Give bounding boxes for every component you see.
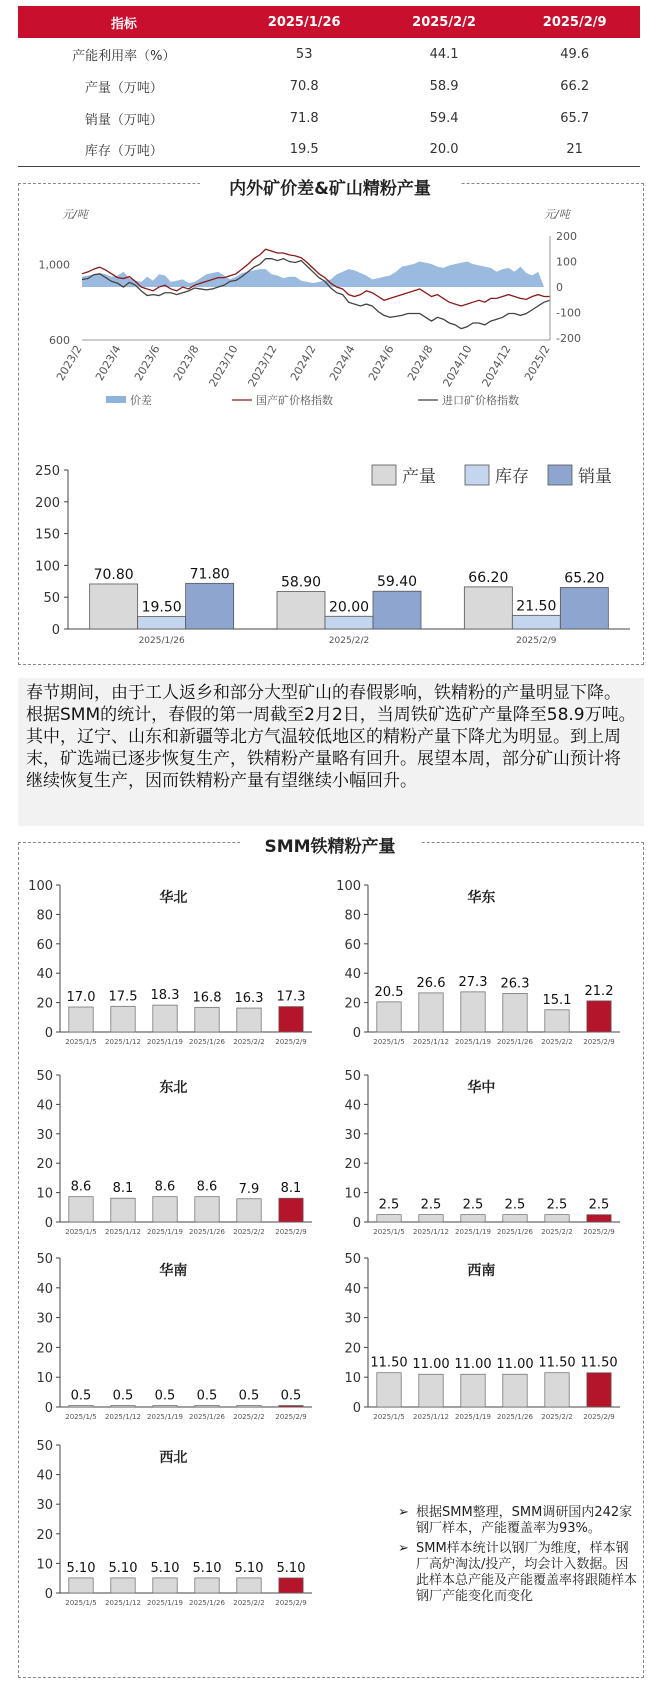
bar-value-label: 2.5: [378, 1197, 400, 1213]
notes-list: [398, 1505, 638, 1609]
category-label: 2025/1/26: [189, 1413, 225, 1421]
y-tick-label: 0: [44, 1587, 53, 1602]
legend-swatch: [372, 465, 396, 485]
region-bar: [545, 1215, 569, 1222]
legend-label: 产量: [402, 467, 436, 487]
bar-value-label: 2.5: [462, 1197, 484, 1213]
y-tick-label: 20: [36, 1527, 53, 1543]
category-label: 2025/2/2: [541, 1228, 573, 1236]
bar-value-label: 0.5: [238, 1388, 260, 1404]
y-tick-label: 200: [35, 495, 60, 511]
category-label: 2025/1/12: [413, 1038, 449, 1046]
legend-label: 国产矿价格指数: [256, 394, 333, 407]
y-tick-label: 50: [344, 1069, 361, 1084]
region-bar: [195, 1007, 219, 1032]
region-bar: [279, 1406, 303, 1407]
category-label: 2025/1/12: [413, 1228, 449, 1236]
y-tick-label: 20: [36, 1341, 53, 1357]
category-label: 2025/1/19: [455, 1228, 491, 1236]
region-bar: [153, 1197, 177, 1222]
bar-value-label: 20.00: [328, 599, 370, 616]
category-label: 2025/2/9: [583, 1228, 615, 1236]
table-row: [18, 38, 640, 70]
bar-value-label: 5.10: [234, 1560, 264, 1576]
table-cell: 产量（万吨）: [84, 80, 163, 96]
table-cell: 49.6: [560, 46, 590, 62]
summary-table: [18, 6, 640, 167]
y-tick-label: 30: [344, 1127, 361, 1143]
region-bar: [111, 1006, 135, 1032]
category-label: 2025/2/2: [541, 1038, 573, 1046]
region-bar: [237, 1199, 261, 1222]
legend-swatch-spread: [106, 396, 126, 403]
bar-value-label: 5.10: [276, 1560, 306, 1576]
region-chart-4: [36, 1252, 312, 1421]
bar-value-label: 8.6: [70, 1179, 92, 1195]
region-bar: [69, 1406, 93, 1407]
category-label: 2025/2/2: [233, 1038, 265, 1046]
bar-value-label: 0.5: [280, 1388, 302, 1404]
bar-value-label: 11.50: [580, 1355, 618, 1371]
legend-swatch: [548, 465, 572, 485]
region-bar: [461, 992, 485, 1032]
category-label: 2025/1/26: [189, 1038, 225, 1046]
category-label: 2025/1/5: [65, 1413, 97, 1421]
y-tick-label: 80: [36, 908, 53, 924]
region-name: 华南: [159, 1263, 188, 1279]
table-cell: 19.5: [230, 134, 379, 166]
region-bar: [195, 1578, 219, 1593]
table-cell: 20.0: [379, 134, 510, 166]
commentary-paragraph: 春节期间，由于工人返乡和部分大型矿山的春假影响，铁精粉的产量明显下降。根据SMM的统计，春假的第一周截至2月2日，当周铁矿选矿产量降至58.9万吨。其中，辽宁、山东和新疆等北方气温较低地区的精粉产量下降尤为明显。到上周末，矿选端已逐步恢复生产，铁精粉产量略有回升。展望本周，部分矿山预计将继续恢复生产，因而铁精粉产量有望继续小幅回升。: [18, 678, 644, 826]
bar-产量: [464, 587, 512, 629]
y-tick-label: 20: [344, 996, 361, 1012]
y-tick-label: 40: [344, 1098, 361, 1114]
bar-value-label: 66.20: [468, 569, 509, 586]
region-bar: [587, 1215, 611, 1222]
category-label: 2025/1/26: [497, 1038, 533, 1046]
bar-value-label: 26.3: [500, 976, 530, 992]
region-bar: [279, 1578, 303, 1593]
region-bar: [195, 1406, 219, 1407]
category-label: 2025/1/5: [373, 1413, 405, 1421]
x-tick-label: 2025/2: [521, 343, 553, 384]
category-label: 2025/1/5: [65, 1228, 97, 1236]
bar-value-label: 2.5: [588, 1197, 610, 1213]
legend-swatch: [465, 465, 489, 485]
right-tick-label: 0: [556, 281, 563, 294]
bar-产量: [277, 592, 325, 629]
bar-value-label: 26.6: [416, 975, 446, 991]
category-label: 2025/1/19: [147, 1599, 183, 1607]
y-tick-label: 250: [35, 464, 60, 479]
bar-value-label: 7.9: [238, 1181, 260, 1197]
region-bar: [377, 1215, 401, 1222]
bar-value-label: 8.1: [280, 1181, 302, 1197]
table-cell: 44.1: [429, 46, 459, 62]
category-label: 2025/1/5: [65, 1038, 97, 1046]
category-label: 2025/1/12: [413, 1413, 449, 1421]
bar-value-label: 8.6: [196, 1179, 218, 1195]
category-label: 2025/1/12: [105, 1038, 141, 1046]
y-tick-label: 40: [344, 967, 361, 983]
region-bar: [237, 1578, 261, 1593]
region-name: 华东: [467, 890, 496, 906]
region-bar: [503, 1374, 527, 1407]
region-bar: [545, 1373, 569, 1407]
x-tick-label: 2023/4: [92, 343, 124, 384]
region-chart-1: [336, 879, 620, 1046]
y-tick-label: 10: [36, 1371, 53, 1387]
table-cell: 58.9: [429, 78, 459, 94]
region-bar: [377, 1373, 401, 1407]
category-label: 2025/2/2: [328, 636, 370, 646]
y-tick-label: 30: [36, 1127, 53, 1143]
table-row: [18, 70, 640, 102]
region-bar: [377, 1002, 401, 1032]
x-tick-label: 2023/8: [170, 343, 202, 384]
table-header-row: [18, 6, 640, 38]
category-label: 2025/1/5: [65, 1599, 97, 1607]
region-bar: [237, 1008, 261, 1032]
y-tick-label: 30: [344, 1311, 361, 1327]
category-label: 2025/1/19: [455, 1413, 491, 1421]
region-bar: [153, 1005, 177, 1032]
bar-value-label: 58.90: [280, 574, 322, 591]
region-bar: [461, 1215, 485, 1222]
category-label: 2025/1/5: [373, 1038, 405, 1046]
y-tick-label: 100: [28, 879, 53, 894]
category-label: 2025/1/5: [373, 1228, 405, 1236]
bar-value-label: 21.2: [584, 983, 614, 999]
bar-value-label: 5.10: [150, 1560, 180, 1576]
legend-label: 价差: [130, 394, 152, 407]
region-bar: [419, 1215, 443, 1222]
y-tick-label: 150: [35, 527, 60, 543]
y-tick-label: 50: [36, 1069, 53, 1084]
bar-value-label: 70.80: [93, 566, 134, 583]
bar-value-label: 0.5: [196, 1388, 218, 1404]
y-tick-label: 20: [344, 1341, 361, 1357]
x-tick-label: 2024/8: [404, 343, 436, 384]
category-label: 2025/1/19: [147, 1413, 183, 1421]
x-tick-label: 2024/4: [326, 343, 358, 384]
y-tick-label: 40: [36, 1468, 53, 1484]
table-cell: 66.2: [560, 78, 590, 94]
region-bar: [195, 1197, 219, 1222]
region-name: 西南: [467, 1263, 496, 1279]
region-bar: [279, 1007, 303, 1032]
y-tick-label: 0: [44, 1026, 53, 1041]
y-tick-label: 10: [344, 1371, 361, 1387]
bar-value-label: 11.50: [370, 1355, 408, 1371]
bar-value-label: 19.50: [141, 599, 182, 616]
bar-销量: [186, 583, 234, 629]
y-tick-label: 20: [36, 996, 53, 1012]
category-label: 2025/2/9: [583, 1038, 615, 1046]
region-bar: [69, 1578, 93, 1593]
category-label: 2025/1/26: [497, 1228, 533, 1236]
note-item: ➢ 根据SMM整理，SMM调研国内242家钢厂样本，产能覆盖率为93%。: [398, 1505, 638, 1537]
region-name: 华北: [159, 890, 188, 906]
y-tick-label: 0: [352, 1216, 361, 1231]
left-unit-label: 元/吨: [62, 208, 88, 221]
bar-value-label: 11.00: [412, 1357, 450, 1373]
y-tick-label: 20: [344, 1157, 361, 1173]
left-tick-label: 600: [49, 334, 70, 347]
bar-value-label: 0.5: [154, 1388, 176, 1404]
price-spread-line-chart: [20, 200, 640, 450]
category-label: 2025/2/2: [233, 1228, 265, 1236]
y-tick-label: 50: [36, 1252, 53, 1267]
region-chart-5: [344, 1252, 620, 1421]
category-label: 2025/2/2: [541, 1413, 573, 1421]
y-tick-label: 40: [36, 1098, 53, 1114]
bar-value-label: 21.50: [516, 598, 557, 615]
table-cell: 销量（万吨）: [84, 112, 163, 128]
region-chart-6: [36, 1439, 312, 1607]
y-tick-label: 40: [344, 1281, 361, 1297]
y-tick-label: 10: [36, 1186, 53, 1202]
region-bar: [237, 1406, 261, 1407]
x-tick-label: 2024/2: [287, 343, 319, 384]
y-tick-label: 10: [36, 1557, 53, 1573]
y-tick-label: 20: [36, 1157, 53, 1173]
bar-value-label: 8.6: [154, 1179, 176, 1195]
left-tick-label: 1,000: [38, 258, 70, 272]
right-tick-label: -200: [556, 332, 581, 345]
bar-value-label: 20.5: [374, 984, 404, 1000]
category-label: 2025/1/26: [189, 1228, 225, 1236]
bar-产量: [90, 584, 138, 629]
legend-label: 库存: [495, 467, 529, 487]
bar-value-label: 17.3: [276, 989, 306, 1005]
category-label: 2025/1/12: [105, 1413, 141, 1421]
bar-value-label: 16.3: [234, 991, 264, 1007]
region-bar: [69, 1007, 93, 1032]
y-tick-label: 0: [352, 1401, 361, 1416]
category-label: 2025/1/19: [147, 1228, 183, 1236]
region-bar: [461, 1374, 485, 1407]
bar-value-label: 71.80: [189, 566, 230, 583]
x-tick-label: 2024/12: [479, 343, 514, 390]
legend-label: 销量: [578, 467, 612, 487]
y-tick-label: 60: [36, 937, 53, 953]
category-label: 2025/1/26: [189, 1599, 225, 1607]
category-label: 2025/1/12: [105, 1599, 141, 1607]
region-name: 西北: [159, 1450, 188, 1466]
y-tick-label: 0: [44, 1401, 53, 1416]
bar-库存: [325, 616, 373, 629]
region-bar: [587, 1373, 611, 1407]
category-label: 2025/1/26: [138, 636, 185, 646]
bar-value-label: 5.10: [66, 1560, 96, 1576]
region-name: 东北: [159, 1080, 188, 1096]
bar-value-label: 11.50: [538, 1355, 576, 1371]
output-inventory-sales-bar-chart: [20, 455, 640, 660]
bar-value-label: 17.0: [66, 990, 96, 1006]
region-bar: [419, 993, 443, 1032]
region-chart-2: [36, 1069, 312, 1236]
bar-value-label: 0.5: [112, 1388, 134, 1404]
y-tick-label: 100: [336, 879, 361, 894]
x-tick-label: 2023/12: [245, 343, 280, 390]
bar-value-label: 11.00: [496, 1357, 534, 1373]
y-tick-label: 50: [344, 1252, 361, 1267]
bar-销量: [560, 588, 608, 629]
x-tick-label: 2024/10: [440, 343, 475, 390]
bar-value-label: 18.3: [150, 988, 180, 1004]
region-bar: [503, 1215, 527, 1222]
y-tick-label: 100: [35, 559, 60, 575]
region-chart-0: [28, 879, 312, 1046]
note-item: ➢ SMM样本统计以钢厂为维度，样本钢厂高炉淘汰/投产，均会计入数据。因此样本总产能及产能覆盖率将跟随样本钢厂产能变化而变化: [398, 1541, 638, 1605]
category-label: 2025/1/19: [147, 1038, 183, 1046]
bar-库存: [512, 615, 560, 629]
table-cell: 53: [295, 46, 313, 62]
table-cell: 70.8: [289, 78, 319, 94]
region-bar: [587, 1001, 611, 1032]
region-bar: [153, 1578, 177, 1593]
bar-value-label: 0.5: [70, 1388, 92, 1404]
category-label: 2025/1/19: [455, 1038, 491, 1046]
category-label: 2025/2/9: [583, 1413, 615, 1421]
table-cell: 59.4: [429, 110, 459, 126]
table-header-cell: 2025/1/26: [230, 6, 379, 38]
y-tick-label: 50: [36, 1439, 53, 1454]
category-label: 2025/2/2: [233, 1599, 265, 1607]
region-chart-3: [344, 1069, 620, 1236]
category-label: 2025/2/9: [275, 1038, 307, 1046]
bar-value-label: 11.00: [454, 1357, 492, 1373]
table-header-cell: 指标: [18, 6, 230, 38]
y-tick-label: 80: [344, 908, 361, 924]
bar-value-label: 27.3: [458, 974, 488, 990]
region-bar: [69, 1197, 93, 1222]
category-label: 2025/2/9: [275, 1599, 307, 1607]
panel-smm-output-title: SMM铁精粉产量: [240, 832, 420, 857]
y-tick-label: 30: [36, 1311, 53, 1327]
bar-value-label: 15.1: [542, 992, 572, 1008]
table-header-cell: 2025/2/9: [509, 6, 640, 38]
table-row: [18, 134, 640, 166]
y-tick-label: 40: [36, 967, 53, 983]
table-header-cell: 2025/2/2: [379, 6, 510, 38]
y-tick-label: 0: [352, 1026, 361, 1041]
table-cell: 21: [509, 134, 640, 166]
legend-label: 进口矿价格指数: [442, 394, 519, 407]
y-tick-label: 0: [44, 1216, 53, 1231]
y-tick-label: 50: [43, 591, 60, 607]
x-tick-label: 2024/6: [365, 343, 397, 384]
x-tick-label: 2023/10: [206, 343, 241, 390]
category-label: 2025/1/26: [497, 1413, 533, 1421]
y-tick-label: 10: [344, 1186, 361, 1202]
x-tick-label: 2023/2: [53, 343, 85, 384]
right-tick-label: 200: [556, 230, 577, 243]
region-bar: [279, 1198, 303, 1222]
bar-value-label: 65.20: [564, 570, 605, 587]
category-label: 2025/2/9: [516, 636, 557, 646]
region-name: 华中: [467, 1080, 496, 1096]
x-tick-label: 2023/6: [131, 343, 163, 384]
bar-销量: [373, 591, 421, 629]
bar-value-label: 2.5: [504, 1197, 526, 1213]
bar-value-label: 2.5: [420, 1197, 442, 1213]
bar-库存: [138, 617, 186, 629]
bar-value-label: 5.10: [108, 1560, 138, 1576]
bar-value-label: 5.10: [192, 1560, 222, 1576]
table-cell: 71.8: [289, 110, 319, 126]
region-bar: [503, 993, 527, 1032]
y-tick-label: 40: [36, 1281, 53, 1297]
table-cell: 库存（万吨）: [18, 134, 230, 166]
region-bar: [419, 1374, 443, 1407]
table-cell: 产能利用率（%）: [72, 48, 176, 64]
bar-value-label: 16.8: [192, 990, 222, 1006]
y-tick-label: 30: [36, 1498, 53, 1514]
region-bar: [111, 1578, 135, 1593]
category-label: 2025/2/2: [233, 1413, 265, 1421]
table-row: [18, 102, 640, 134]
table-cell: 65.7: [560, 110, 590, 126]
bar-value-label: 8.1: [112, 1181, 134, 1197]
category-label: 2025/2/9: [275, 1413, 307, 1421]
region-bar: [545, 1010, 569, 1032]
right-unit-label: 元/吨: [544, 208, 570, 221]
category-label: 2025/1/12: [105, 1228, 141, 1236]
bar-value-label: 2.5: [546, 1197, 568, 1213]
bar-value-label: 59.40: [376, 574, 418, 591]
region-bar: [111, 1198, 135, 1222]
y-tick-label: 60: [344, 937, 361, 953]
region-bar: [111, 1406, 135, 1407]
panel-price-spread-title: 内外矿价差&矿山精粉产量: [200, 174, 460, 199]
region-bar: [153, 1406, 177, 1407]
y-tick-label: 0: [51, 623, 60, 638]
bar-value-label: 17.5: [108, 989, 138, 1005]
category-label: 2025/2/9: [275, 1228, 307, 1236]
right-tick-label: -100: [556, 306, 581, 320]
right-tick-label: 100: [556, 255, 577, 269]
